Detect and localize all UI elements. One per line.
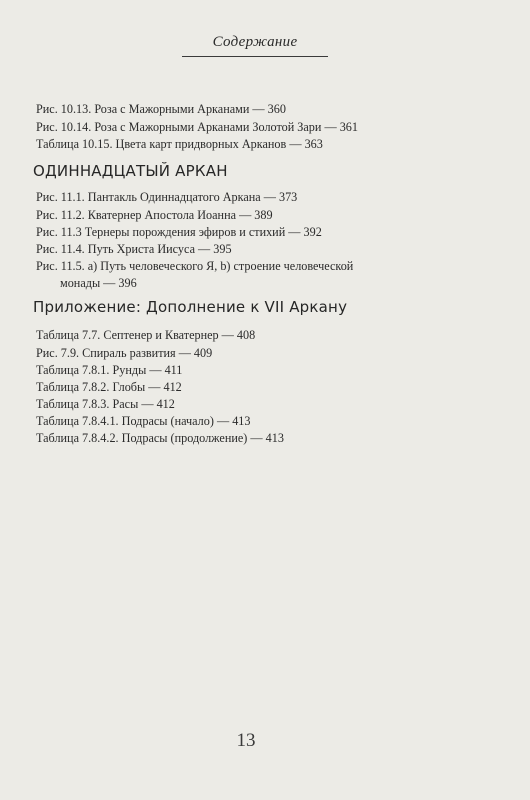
section-heading: ОДИННАДЦАТЫЙ АРКАН bbox=[33, 162, 228, 180]
section-heading: Приложение: Дополнение к VII Аркану bbox=[33, 298, 348, 316]
toc-entry: Таблица 7.8.2. Глобы — 412 bbox=[36, 380, 182, 394]
toc-entry: Рис. 11.5. а) Путь человеческого Я, b) строение человеческой bbox=[36, 259, 354, 273]
toc-entry: Таблица 7.8.4.1. Подрасы (начало) — 413 bbox=[36, 414, 251, 428]
toc-entry: Таблица 7.8.3. Расы — 412 bbox=[36, 397, 175, 411]
toc-entry: Рис. 11.4. Путь Христа Иисуса — 395 bbox=[36, 242, 232, 256]
toc-entry: Рис. 10.14. Роза с Мажорными Арканами Золотой Зари — 361 bbox=[36, 120, 358, 134]
toc-entry: Рис. 7.9. Спираль развития — 409 bbox=[36, 346, 213, 360]
running-head: Содержание bbox=[212, 34, 298, 50]
toc-entry: Таблица 7.7. Септенер и Кватернер — 408 bbox=[36, 328, 256, 342]
toc-entry-continuation: монады — 396 bbox=[60, 276, 137, 290]
page-number: 13 bbox=[236, 730, 256, 751]
toc-entry: Рис. 11.1. Пантакль Одиннадцатого Аркана — 373 bbox=[36, 190, 298, 204]
toc-entry: Таблица 7.8.1. Рунды — 411 bbox=[36, 363, 183, 377]
toc-entry: Рис. 11.2. Кватернер Апостола Иоанна — 389 bbox=[36, 208, 273, 222]
toc-entry: Рис. 10.13. Роза с Мажорными Арканами — 360 bbox=[36, 102, 286, 116]
toc-entry: Таблица 10.15. Цвета карт придворных Арканов — 363 bbox=[36, 137, 323, 151]
toc-entry: Рис. 11.3 Тернеры порождения эфиров и стихий — 392 bbox=[36, 225, 322, 239]
toc-entry: Таблица 7.8.4.2. Подрасы (продолжение) — 413 bbox=[36, 431, 284, 445]
header-rule bbox=[182, 56, 328, 57]
